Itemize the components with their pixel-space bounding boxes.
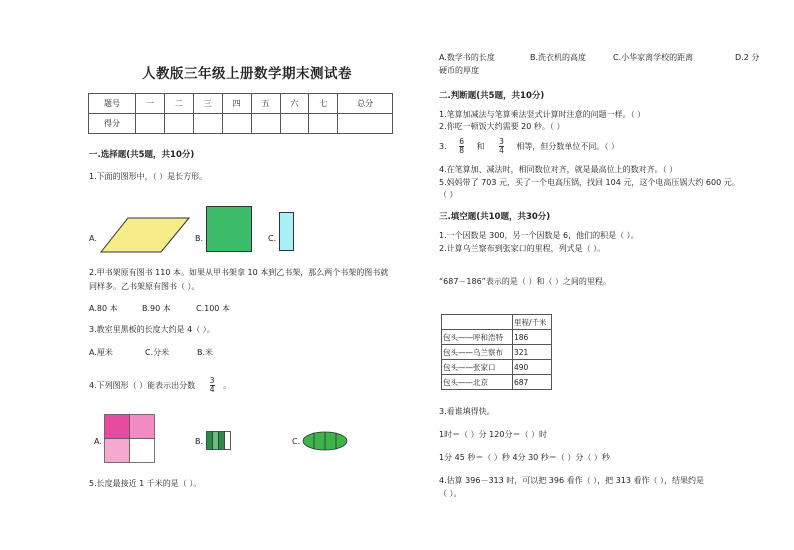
rectangle-shape [279,212,295,252]
square-shape [206,206,252,252]
table-row [442,330,552,345]
s1-q5-text: 5.长度最接近 1 千米的是（ ）。 [89,479,202,488]
score-input-cell[interactable] [193,114,222,134]
km-cell: 321 [513,345,552,360]
score-table-header-row [89,94,393,114]
s1-q4-pre: 4.下列图形（ ）能表示出分数 [89,381,196,390]
s1-q3-option-a: A.厘米 [89,348,113,357]
s3-q3-line2: 1分 45 秒＝（ ）秒 4分 30 秒＝（ ）分（ ）秒 [439,453,610,462]
s1-q3-option-c: C.分米 [145,348,170,357]
striped-bar-fraction-shape [206,431,232,451]
s1-q1-option-a-label: A. [89,234,97,243]
page-title: 人教版三年级上册数学期末测试卷 [142,66,352,82]
score-input-cell[interactable] [309,114,338,134]
table-row [442,345,552,360]
s3-q4-line1: 4.估算 396－313 时，可以把 396 看作（ ），把 313 看作（ ），结果约是 [439,476,705,485]
score-header-cell: 题号 [89,94,136,114]
r-option-continuation: 硬币的厚度 [439,66,479,75]
table-corner-cell [442,315,513,330]
s2-q1-text: 1.笔算加减法与笔算乘法竖式计算时注意的问题一样。（ ） [439,110,646,119]
score-table-score-row [89,114,393,134]
s2-q3-post: 相等，但分数单位不同。（ ） [516,142,619,151]
s1-q1-option-c-label: C. [268,234,277,243]
score-header-cell: 一 [136,94,165,114]
fraction [210,377,215,394]
fraction-numerator: 6 [459,137,464,146]
s1-q2-option-b: B.90 本 [142,304,171,313]
s1-q4-post: 。 [223,381,232,390]
km-cell: 186 [513,330,552,345]
s3-q3-line1: 1时＝（ ）分 120分＝（ ）时 [439,430,547,439]
pink-square-fraction-shape [104,414,156,464]
score-header-cell: 七 [309,94,338,114]
fraction-denominator: 8 [459,146,464,155]
s1-q4-option-a-label: A. [94,437,102,446]
fraction-denominator: 4 [499,146,504,155]
s3-q2b-text: “687－186”表示的是（ ）和（ ）之间的里程。 [439,277,611,286]
fraction-numerator: 3 [499,137,504,146]
score-input-cell[interactable] [164,114,193,134]
km-cell: 687 [513,375,552,390]
s1-q3-text: 3.教室里黑板的长度大约是 4（ ）。 [89,325,215,334]
score-header-cell: 二 [164,94,193,114]
s2-q4-text: 4.在笔算加、减法时，相同数位对齐，就是最高位上的数对齐。（ ） [439,165,678,174]
score-input-cell[interactable] [222,114,251,134]
s2-q3-pre: 3. [439,142,447,151]
fraction [499,138,504,155]
s2-q2-text: 2.你吃一顿饭大约需要 20 秒。（ ） [439,122,565,131]
score-input-cell[interactable] [251,114,280,134]
s1-q4-text [89,377,231,394]
fraction [459,138,464,155]
distance-table [441,314,552,390]
score-input-cell[interactable] [338,114,393,134]
s1-q2-option-c: C.100 本 [196,304,230,313]
s1-q4-option-c-label: C. [292,437,301,446]
r-option-c: C.小华家离学校的距离 [613,53,694,62]
score-header-cell: 三 [193,94,222,114]
route-cell: 包头——张家口 [442,360,513,375]
score-input-cell[interactable] [280,114,309,134]
s2-q5-line1: 5.妈妈带了 703 元，买了一个电高压锅，找回 104 元，这个电高压锅大约 600 元。 [439,178,740,187]
s3-q4-line2: （ ）。 [439,489,462,498]
s3-q3-text: 3.看谁填得快。 [439,407,495,416]
route-cell: 包头——呼和浩特 [442,330,513,345]
r-option-a: A.数学书的长度 [439,53,495,62]
s1-q2-option-a: A.80 本 [89,304,118,313]
table-row [442,360,552,375]
s1-q1-option-b-label: B. [195,234,204,243]
s2-q3-mid: 和 [476,142,485,151]
s3-q1-text: 1.一个因数是 300，另一个因数是 6，他们的积是（ ）。 [439,231,639,240]
s1-q3-option-b: B.米 [197,348,214,357]
s2-q3-text [439,138,619,155]
s2-q5-line2: （ ） [439,190,458,199]
route-cell: 包头——乌兰察布 [442,345,513,360]
score-header-cell: 总分 [338,94,393,114]
section3-heading: 三.填空题(共10题，共30分) [439,212,551,222]
s3-q2-text: 2.计算乌兰察布到张家口的里程，列式是（ ）。 [439,244,606,253]
route-cell: 包头——北京 [442,375,513,390]
section2-heading: 二.判断题(共5题，共10分) [439,91,545,101]
s1-q1-text: 1.下面的图形中，（ ）是长方形。 [89,172,208,181]
r-option-d: D.2 分 [735,53,760,62]
km-cell: 490 [513,360,552,375]
score-header-cell: 五 [251,94,280,114]
table-header-km: 里程/千米 [513,315,552,330]
section1-heading: 一.选择题(共5题，共10分) [89,150,195,160]
score-input-cell[interactable] [136,114,165,134]
parallelogram-shape [100,217,190,253]
s1-q4-option-b-label: B. [195,437,204,446]
r-option-b: B.洗衣机的高度 [530,53,587,62]
fraction-numerator: 3 [209,376,215,385]
green-ellipse-fraction-shape [302,431,348,451]
table-row [442,375,552,390]
s1-q2-line2: 同样多。乙书架原有图书（ ）。 [89,282,200,291]
s1-q2-line1: 2.甲书架原有图书 110 本。如果从甲书架拿 10 本到乙书架，那么两个书架的图书就 [89,268,389,277]
score-header-cell: 四 [222,94,251,114]
score-row-label: 得分 [89,114,136,134]
score-table [88,93,393,134]
score-header-cell: 六 [280,94,309,114]
table-row [442,315,552,330]
fraction-denominator: 4 [209,385,215,394]
